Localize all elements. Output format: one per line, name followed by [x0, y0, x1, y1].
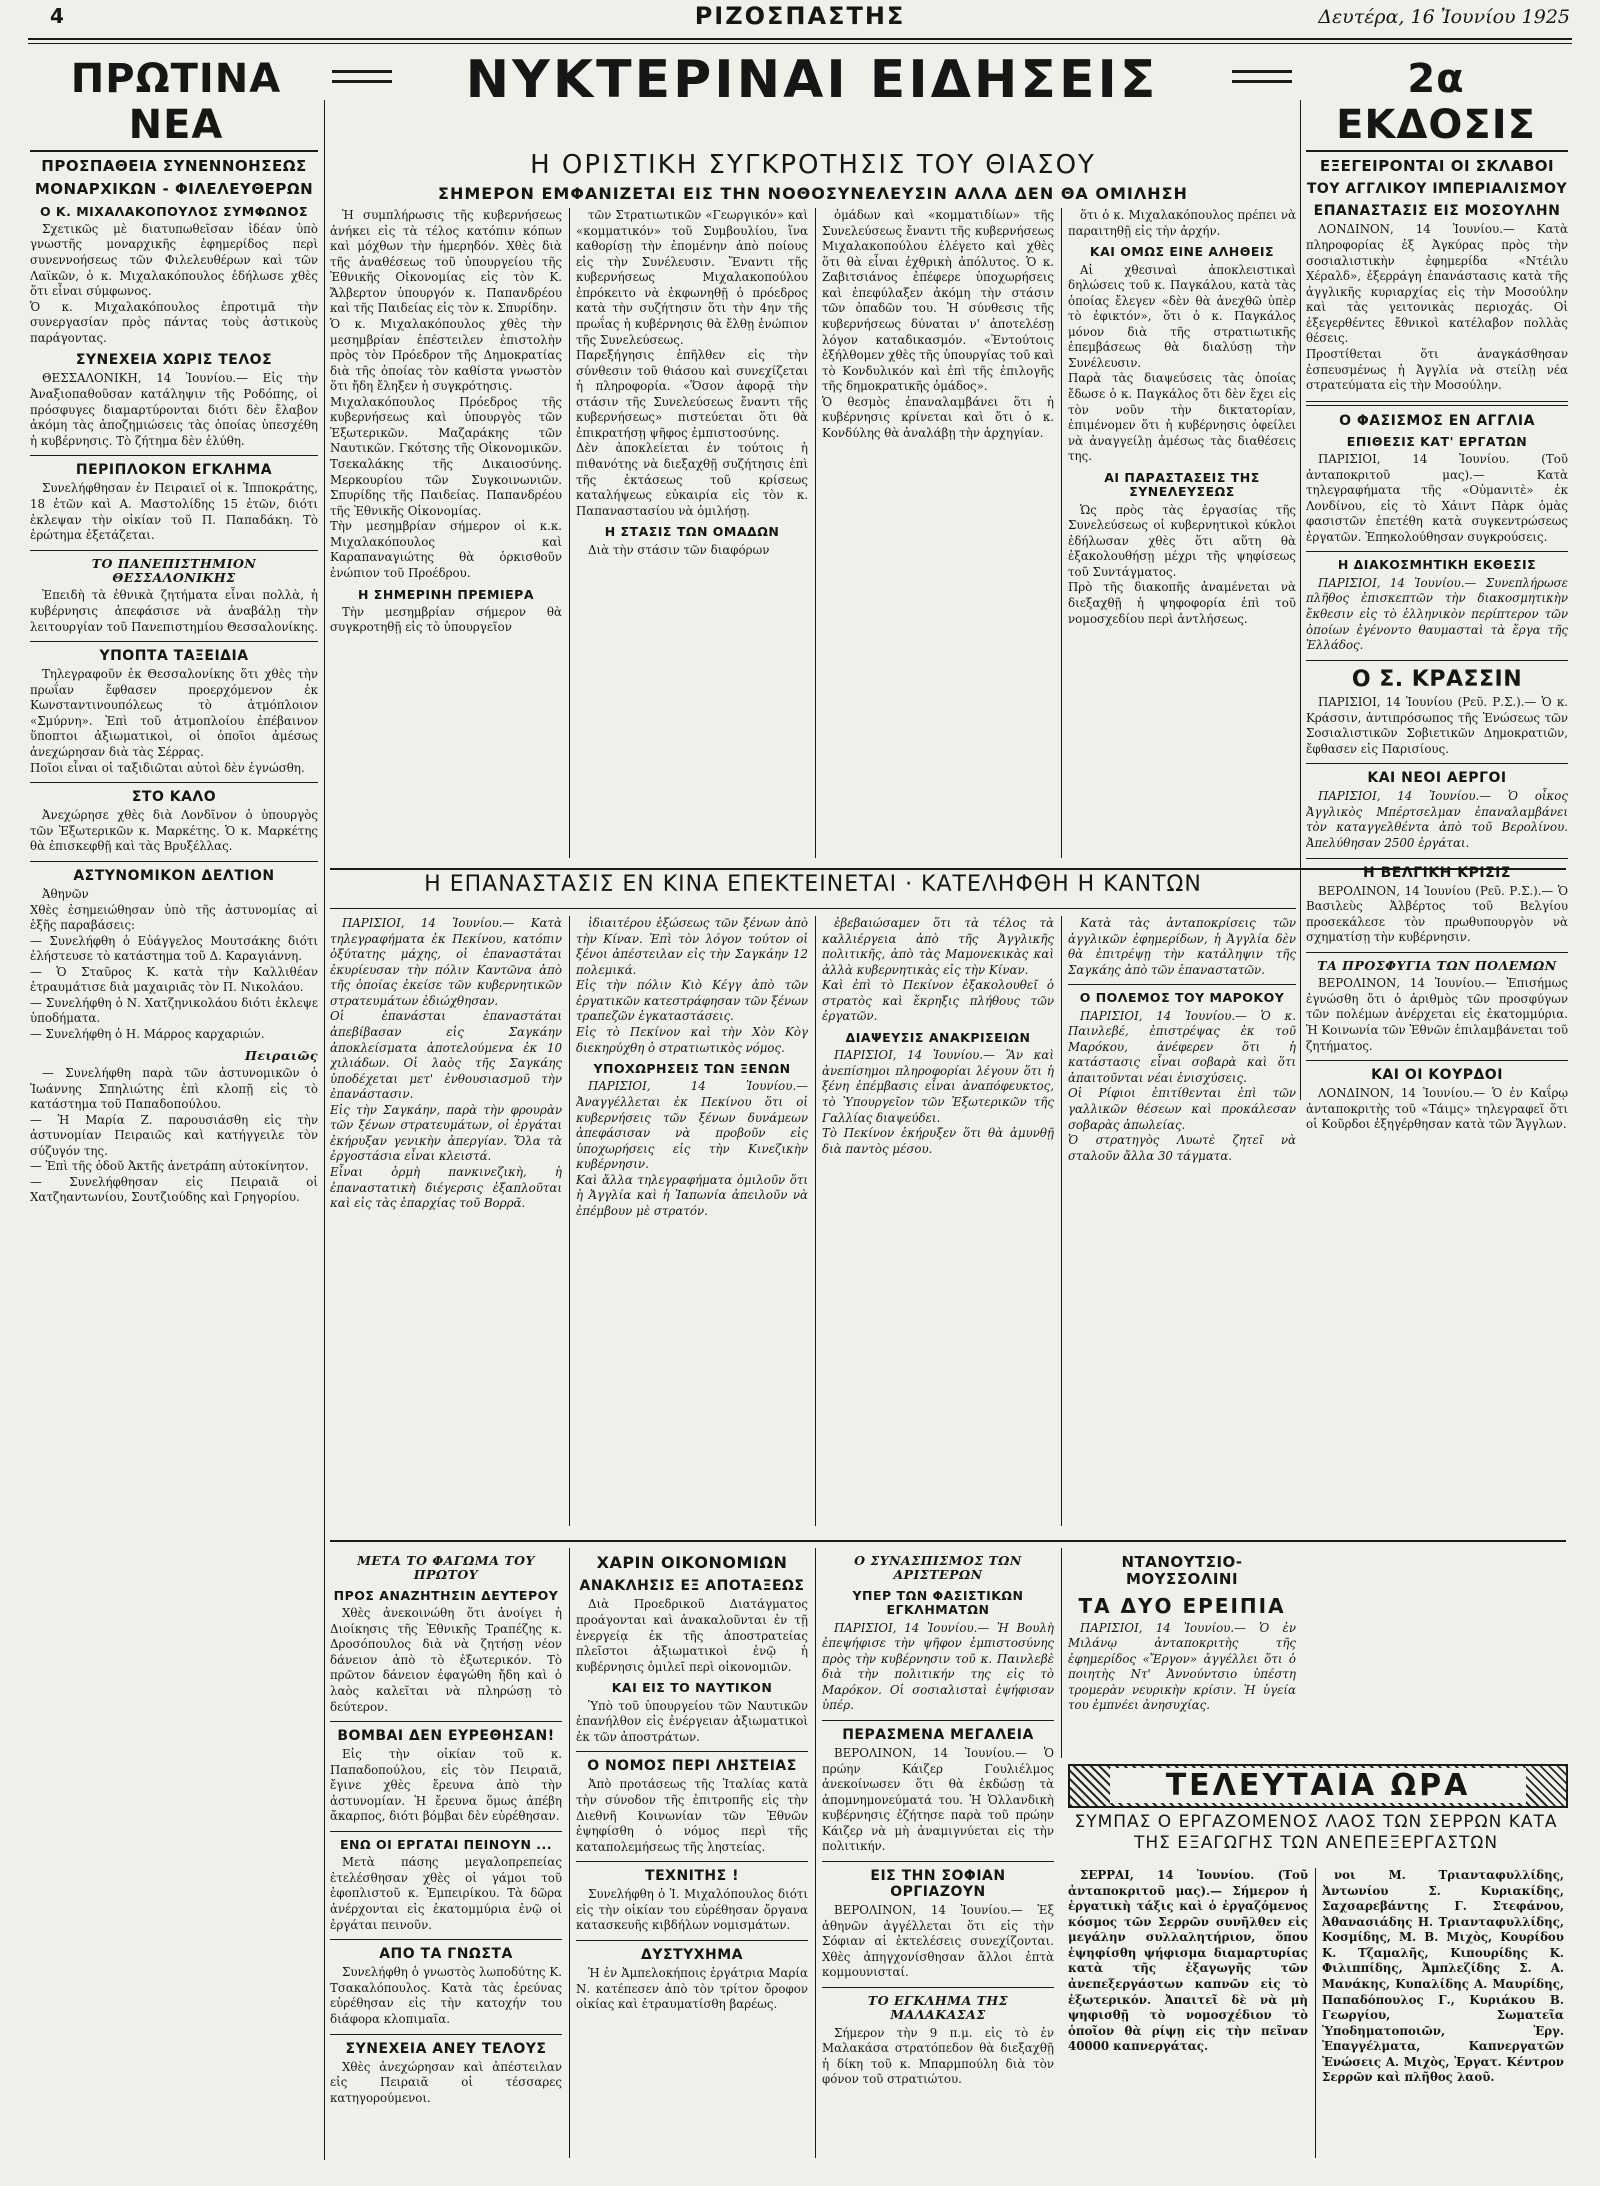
- issue-date: Δευτέρα, 16 Ἰουνίου 1925: [1318, 6, 1570, 28]
- page-number: 4: [50, 4, 64, 28]
- left-article-2: ΘΕΣΣΑΛΟΝΙΚΗ, 14 Ἰουνίου.— Εἰς τὴν Ἀναξιοπαθοῦσαν κατάληψιν τῆς Ροδόπης, οἱ πρόσφυγες διαμαρτύρονται διότι δὲν ἔλαβον ἀκόμη τὰς ἀποζημιώσεις τὰς ὁποίας ὑπεσχέθη ἡ κυβέρνησις. Τὸ ζήτημα δὲν ἐλύθη.: [30, 371, 318, 448]
- last-hour-banner: [1068, 1764, 1568, 1808]
- separator: [1306, 551, 1568, 552]
- right-headline-5: ΚΑΙ ΝΕΟΙ ΑΕΡΓΟΙ: [1367, 770, 1507, 787]
- right-column: [1306, 150, 1568, 1450]
- bottom-headline-e1: ΝΤΑΝΟΥΤΣΙΟ-ΜΟΥΣΣΟΛΙΝΙ: [1121, 1553, 1243, 1589]
- bottom-headline-d2: ΠΕΡΑΣΜΕΝΑ ΜΕΓΑΛΕΙΑ: [842, 1726, 1034, 1743]
- separator: [1306, 858, 1568, 859]
- lead-subheadline: ΣΗΜΕΡΟΝ ΕΜΦΑΝΙΖΕΤΑΙ ΕΙΣ ΤΗΝ ΝΟΘΟΣΥΝΕΛΕΥΣΙΝ ΑΛΛΑ ΔΕΝ ΘΑ ΟΜΙΛΗΣΗ: [438, 184, 1188, 203]
- left-headline-4: ΤΟ ΠΑΝΕΠΙΣΤΗΜΙΟΝ ΘΕΣΣΑΛΟΝΙΚΗΣ: [91, 555, 257, 585]
- bottom-article-e1: ΠΑΡΙΣΙΟΙ, 14 Ἰουνίου.— Ὁ ἐν Μιλάνῳ ἀνταποκριτὴς τῆς ἐφημερίδος «Ἔργον» ἀγγέλλει ὅτι ὁ ποιητὴς Ντ' Ἀννούντσιο ὑπέστη τρομερὰν νευρικὴν κρίσιν. Ἡ ὑγεία του ἐμπνέει ἀνησυχίας.: [1068, 1620, 1296, 1713]
- right-headline-1b: ΤΟΥ ΑΓΓΛΙΚΟΥ ΙΜΠΕΡΙΑΛΙΣΜΟΥ: [1306, 181, 1568, 198]
- china-col-1-text: ΠΑΡΙΣΙΟΙ, 14 Ἰουνίου.— Κατὰ τηλεγραφήματα ἐκ Πεκίνου, κατόπιν ὀξύτατης μάχης, οἱ ἐπαναστάται ἐκυρίευσαν τὴν πόλιν Καντῶνα ἀπὸ τῆς ὁποίας ἐκείσε τῶν κυβερνητικῶν στρατευμάτων ἐδιώχθησαν. Οἱ ἐπανάσται ἐπαναστάται ἀπεβίβασαν εἰς Σαγκάην ἀποκλείσματα ἀποτελούμενα ἐκ 10 χιλιάδων. Οἱ λαὸς τῆς Σαγκάης ὑποδέχεται μετ' ἐνθουσιασμοῦ τὴν ἐπανάστασιν. Εἰς τὴν Σαγκάην, παρὰ τὴν φρουρὰν τῶν ξένων στρατευμάτων, οἱ ἐργάται ἐκήρυξαν γενικὴν ἀπεργίαν. Ὅλα τὰ ἐργοστάσια εἶναι κλειστά. Εἶναι ὁρμὴ πανκινεζικὴ, ἡ ἐπαναστατικὴ διέγερσις ἐξαπλοῦται καὶ εἰς τὰς ἐπαρχίας τοῦ Βορρᾶ.: [330, 916, 562, 1211]
- left-headline-6: ΣΤΟ ΚΑΛΟ: [131, 789, 217, 806]
- bottom-headline-3: ΕΝΩ ΟΙ ΕΡΓΑΤΑΙ ΠΕΙΝΟΥΝ ...: [340, 1836, 552, 1852]
- lead-col-1b-text: Τὴν μεσημβρίαν σήμερον θὰ συγκροτηθῇ εἰς τὸ ὑπουργεῖον: [330, 604, 562, 635]
- col-divider: [1061, 1548, 1062, 1758]
- right-headline-1c: ΕΠΑΝΑΣΤΑΣΙΣ ΕΙΣ ΜΟΣΟΥΛΗΝ: [1313, 203, 1561, 220]
- china-col-4b-text: ΠΑΡΙΣΙΟΙ, 14 Ἰουνίου.— Ὁ κ. Παινλεβέ, ἐπιστρέψας ἐκ τοῦ Μαρόκου, ἀνέφερεν ὅτι ἡ κατάστασις εἶναι σοβαρὰ καὶ ὅτι ἀπαιτοῦνται νέαι ἐνισχύσεις. Οἱ Ρίφιοι ἐπιτίθενται ἐπὶ τῶν γαλλικῶν θέσεων καὶ προκάλεσαν σοβαρὰς ἀπωλείας. Ὁ στρατηγὸς Λυωτὲ ζητεῖ νὰ σταλοῦν ἄλλα 30 τάγματα.: [1068, 1008, 1296, 1163]
- bottom-article-c3: Ἀπὸ προτάσεως τῆς Ἰταλίας κατὰ τὴν σύνοδον τῆς ἐπιτροπῆς εἰς τὴν Διεθνῆ Κοινωνίαν τῶν Ἐθνῶν ἐψηφίσθη ὁ νόμος περὶ τῆς καταπολεμήσεως τῆς ληστείας.: [576, 1777, 808, 1854]
- lead-col-2b-text: Διὰ τὴν στάσιν τῶν διαφόρων: [588, 542, 770, 557]
- lead-sub-4: ΑΙ ΠΑΡΑΣΤΑΣΕΙΣ ΤΗΣ ΣΥΝΕΛΕΥΣΕΩΣ: [1104, 469, 1260, 500]
- masthead-wrap: [600, 2, 1000, 30]
- col-divider: [569, 208, 570, 858]
- china-sub-3: Ο ΠΟΛΕΜΟΣ ΤΟΥ ΜΑΡΟΚΟΥ: [1079, 990, 1285, 1006]
- separator: [1306, 763, 1568, 764]
- bottom-headline-c2: ΚΑΙ ΕΙΣ ΤΟ ΝΑΥΤΙΚΟΝ: [611, 1680, 773, 1696]
- col-divider: [1315, 1868, 1316, 2158]
- china-col-1: [330, 916, 562, 1526]
- divider-left: [324, 100, 325, 2160]
- lead-col-2-text: τῶν Στρατιωτικῶν «Γεωργικόν» καὶ «κομματικόν» τοῦ Συμβουλίου, ἵνα καθορίσῃ τὴν ἐπομένην ἀπὸ ποίους εἰς τὴν Συνέλευσιν. Ἔναντι τῆς κυβερνήσεως Μιχαλακοπούλου ἐπρόκειτο νὰ ἐκφωνηθῇ ὁ πρόεδρος κατὰ τὴν συζήτησιν ὅτι τὴν 4ην τῆς πρωΐας ἡ κυβέρνησις θὰ ἔλθῃ ἐνώπιον τῆς Συνελεύσεως. Παρεξήγησις ἐπῆλθεν εἰς τὴν σύνθεσιν τοῦ θιάσου καὶ συνεχίζεται ἡ πληροφορία. «Ὅσον ἀφορᾷ τὴν στάσιν τῆς Συνελεύσεως ἔναντι τῆς κυβερνήσεως» πιστεύεται ὅτι θὰ ἐπικρατήσῃ ψῆφος ἐμπιστοσύνης. Δὲν ἀποκλείεται ἐν τούτοις ἡ πιθανότης νὰ διεξαχθῇ συζήτησις ἐπὶ τῆς ἐκτάσεως τοῦ κρίσεως καταλήψεως εὐκαιρία εἰς τὸν κ. Παπαναστασίου νὰ ὁμιλήσῃ.: [576, 208, 808, 518]
- right-article-8: ΛΟΝΔΙΝΟΝ, 14 Ἰουνίου.— Ὁ ἐν Καΐρῳ ἀνταποκριτὴς τοῦ «Τάιμς» τηλεγραφεῖ ὅτι οἱ Κοῦρδοι ἐξηγέρθησαν κατὰ τῶν Ἄγγλων.: [1306, 1086, 1568, 1132]
- lead-col-3: [822, 208, 1054, 858]
- separator: [1068, 984, 1296, 985]
- left-article-3: Συνελήφθησαν ἐν Πειραιεῖ οἱ κ. Ἰπποκράτης, 18 ἐτῶν καὶ Α. Μαστολίδης 15 ἐτῶν, διότι ἐκλεψαν τὴν οἰκίαν τοῦ Π. Παπαδάκη. Τὸ ἐρώτημα ἐξετάζεται.: [30, 481, 318, 543]
- bottom-headline-1: ΜΕΤΑ ΤΟ ΦΑΓΩΜΑ ΤΟΥ ΠΡΩΤΟΥ: [357, 1553, 535, 1583]
- last-hour-title: ΤΕΛΕΥΤΑΙΑ ΩΡΑ: [1110, 1768, 1526, 1803]
- separator: [576, 1861, 808, 1862]
- china-head-rule: [330, 908, 1296, 909]
- bottom-headline-5: ΣΥΝΕΧΕΙΑ ΑΝΕΥ ΤΕΛΟΥΣ: [345, 2040, 547, 2057]
- right-headline-2: Ο ΦΑΣΙΣΜΟΣ ΕΝ ΑΓΓΛΙΑ: [1339, 412, 1535, 429]
- separator: [330, 1721, 562, 1722]
- separator: [30, 861, 318, 862]
- separator: [822, 1987, 1054, 1988]
- left-headline-1c: Ο Κ. ΜΙΧΑΛΑΚΟΠΟΥΛΟΣ ΣΥΜΦΩΝΟΣ: [39, 203, 309, 219]
- col-divider: [815, 916, 816, 1526]
- china-col-4: [1068, 916, 1296, 1526]
- lead-col-4-text: ὅτι ὁ κ. Μιχαλακόπουλος πρέπει νὰ παραιτηθῇ εἰς τὴν ἀρχήν.: [1068, 208, 1296, 238]
- china-col-3b-text: ΠΑΡΙΣΙΟΙ, 14 Ἰουνίου.— Ἂν καὶ ἀνεπίσημοι πληροφορίαι λέγουν ὅτι ἡ ξένη ἐπέμβασις εἶναι ἀναπόφευκτος, τὸ Ὑπουργεῖον τῶν Ἐξωτερικῶν τῆς Γαλλίας διαψεύδει. Τὸ Πεκίνον ἐκήρυξεν ὅτι θὰ ἀμυνθῇ διὰ παντὸς μέσου.: [822, 1048, 1054, 1156]
- china-col-3-text: ἐβεβαιώσαμεν ὅτι τὰ τέλος τὰ καλλιέργεια ἀπὸ τῆς Ἀγγλικῆς πολιτικῆς, ἀπὸ τὰς Μαμονεκικὰς καὶ ἀλλὰ κυβερνητικὰς εἰς τὴν Κίναν. Καὶ ἐπὶ τὸ Πεκίνον ἐξακολουθεῖ ὁ στρατὸς καὶ ἔκρηξις πλήθους τῶν ἐργατῶν.: [822, 916, 1054, 1024]
- right-article-4: ΠΑΡΙΣΙΟΙ, 14 Ἰουνίου (Ρεῦ. Ρ.Σ.).— Ὁ κ. Κράσσιν, ἀντιπρόσωπος τῆς Ἑνώσεως τῶν Σοσιαλιστικῶν Σοβιετικῶν Δημοκρατιῶν, ἔφθασεν εἰς Παρισίους.: [1306, 694, 1568, 756]
- right-headline-3: Η ΔΙΑΚΟΣΜΗΤΙΚΗ ΕΚΘΕΣΙΣ: [1337, 557, 1537, 573]
- center-lead: [330, 150, 1296, 865]
- left-article-6: Ἀνεχώρησε χθὲς διὰ Λονδῖνον ὁ ὑπουργὸς τῶν Ἐξωτερικῶν κ. Μαρκέτης. Ὁ κ. Μαρκέτης θὰ ἐπισκεφθῇ καὶ τὰς Βρυξέλλας.: [30, 808, 318, 854]
- lead-sub-2: Η ΣΤΑΣΙΣ ΤΩΝ ΟΜΑΔΩΝ: [604, 524, 780, 540]
- right-headline-8: ΚΑΙ ΟΙ ΚΟΥΡΔΟΙ: [1371, 1067, 1503, 1084]
- lead-col-1-text: Ἡ συμπλήρωσις τῆς κυβερνήσεως ἀνήκει εἰς τὰ τέλος κατόπιν κόπων καὶ μόχθων τὴν ἡμερηδόν. Χθὲς διὰ τῆς ἀναθέσεως τοῦ ὑπουργείου τῆς Ἐθνικῆς Οἰκονομίας εἰς τὸν Κ. Ἄλβερτον ὑπουργόν κ. Παπανδρέου καὶ τῆς Παιδείας εἰς τὸν κ. Σπυρίδην. Ὁ κ. Μιχαλακόπουλος χθὲς τὴν μεσημβρίαν ἐπέστειλεν ἐπιστολὴν πρὸς τὸν Πρόεδρον τῆς Δημοκρατίας διὰ τῆς ὁποίας τὸν καθίστα γνωστὸν ὅτι ἤδη ἔληξεν ἡ συγκρότησις. Μιχαλακόπουλος Πρόεδρος τῆς κυβερνήσεως καὶ ὑπουργὸς τῶν Ἐξωτερικῶν. Μαζαράκης τῶν Ναυτικῶν. Γκότσης τῆς Οἰκονομικῶν. Τσεκαλάκης τῆς Δικαιοσύνης. Μερκουρίου τῶν Συγκοινωνιῶν. Σπυρίδης τῆς Παιδείας. Παπανδρέου τῆς Ἐθνικῆς Οἰκονομίας. Τὴν μεσημβρίαν σήμερον οἱ κ.κ. Μιχαλακόπουλος καὶ Καραπαναγιώτης θὰ ὁρκισθοῦν ἐνώπιον τοῦ Προέδρου.: [330, 208, 562, 580]
- bottom-col-3: [822, 1548, 1054, 2168]
- lead-col-3-text: ὁμάδων καὶ «κομματιδίων» τῆς Συνελεύσεως ἔναντι τῆς κυβερνήσεως Μιχαλακοπούλου ἐλέγετο καὶ χθὲς ὅτι θὰ εἶναι ἐχθρικὴ ἀπόλυτος. Ὁ κ. Ζαβιτσιάνος ἐπέφερε ὑποχωρήσεις καὶ ἐπεφύλαξεν ἀκόμη τὴν στάσιν τῶν ὀπαδῶν του. Ἡ σύνθεσις τῆς κυβερνήσεως δύναται ν' ἀποτελέσῃ λόγον καταδικασμόν. «Ἐντούτοις ἐξήλθομεν χθὲς τῆς ὑπουργίας τοῦ καὶ τὸ Κονδυλικόν καὶ ἐπὶ τῆς ἐπιλογῆς τῆς δημοκρατικῆς ὁμάδος». Ὁ θεσμὸς ἐπαναλαμβάνει ὅτι ἡ κυβέρνησις κρίνεται καὶ ὅτι ὁ κ. Κονδύλης θὰ ἀναλάβῃ τὴν ἀρχηγίαν.: [822, 208, 1054, 440]
- right-article-6: ΒΕΡΟΛΙΝΟΝ, 14 Ἰουνίου (Ρεῦ. Ρ.Σ.).— Ὁ Βασιλεὺς Ἀλβέρτος τοῦ Βελγίου προσεκάλεσε τὸν πρωθυπουργὸν νὰ σχηματίσῃ τὴν κυβέρνησιν.: [1306, 883, 1568, 945]
- china-col-2: [576, 916, 808, 1526]
- separator: [576, 1751, 808, 1752]
- right-headline-1: ΕΞΕΓΕΙΡΟΝΤΑΙ ΟΙ ΣΚΛΑΒΟΙ: [1319, 157, 1555, 175]
- left-top-rule: [30, 150, 318, 152]
- lead-columns: [330, 208, 1296, 858]
- left-article-7: Ἀθηνῶν Χθὲς ἐσημειώθησαν ὑπὸ τῆς ἀστυνομίας αἱ ἑξῆς παραβάσεις: — Συνελήφθη ὁ Εὐάγγελος Μουτσάκης διότι ἐλήστευσε τὸ κατάστημα τοῦ Δ. Καραγιάννη. — Ὁ Σταῦρος Κ. κατὰ τὴν Καλλιθέαν ἐτραυμάτισε διὰ μαχαιριᾶς τὸν Π. Νικολάου. — Συνελήφθη ὁ Ν. Χατζηνικολάου διότι ἐκλεψε ὑποδήματα. — Συνελήφθη ὁ Η. Μάρρος καρχαριών.: [30, 886, 318, 1042]
- right-article-5: ΠΑΡΙΣΙΟΙ, 14 Ἰουνίου.— Ὁ οἶκος Ἀγγλικὸς Μπέρτσελμαν ἐπαναλαμβάνει τὸν καταγγελθέντα ἀπὸ τοῦ Βερολίνου. Ἀπελύθησαν 2500 ἐργάται.: [1306, 789, 1568, 850]
- lead-col-1: [330, 208, 562, 858]
- bottom-article-5: Χθὲς ἀνεχώρησαν καὶ ἀπέστειλαν εἰς Πειραιᾶ οἱ τέσσαρες κατηγορούμενοι.: [330, 2059, 562, 2105]
- title-deco-l2: [332, 80, 392, 83]
- separator: [30, 455, 318, 456]
- separator: [30, 641, 318, 642]
- last-hour-col-2: [1322, 1868, 1564, 2158]
- bottom-headline-2: ΒΟΜΒΑΙ ΔΕΝ ΕΥΡΕΘΗΣΑΝ!: [337, 1728, 555, 1745]
- bottom-article-c5: Ἡ ἐν Ἀμπελοκήποις ἐργάτρια Μαρία Ν. κατέπεσεν ἀπὸ τὸν τρίτον ὄροφον οἰκίας καὶ ἐτραυματίσθη βαρέως.: [576, 1966, 808, 2012]
- bottom-article-d2: ΒΕΡΟΛΙΝΟΝ, 14 Ἰουνίου.— Ὁ πρώην Κάιζερ Γουλιέλμος ἀνεκοίνωσεν ὅτι θὰ ἐκδώσῃ τὰ ἀπομνημονεύματά του. Ἡ Ὁλλανδικὴ κυβέρνησις ἐζήτησε παρὰ τοῦ πρώην Κάιζερ νὰ μὴ ἀναμιγνύεται εἰς τὴν πολιτικήν.: [822, 1745, 1054, 1854]
- separator: [822, 1861, 1054, 1862]
- separator: [822, 1720, 1054, 1721]
- bottom-headline-4: ΑΠΟ ΤΑ ΓΝΩΣΤΑ: [379, 1946, 513, 1963]
- bottom-headline-c3: Ο ΝΟΜΟΣ ΠΕΡΙ ΛΗΣΤΕΙΑΣ: [587, 1758, 797, 1775]
- col-divider: [1061, 916, 1062, 1526]
- right-article-7: ΒΕΡΟΛΙΝΟΝ, 14 Ἰουνίου.— Ἐπισήμως ἐγνώσθη ὅτι ὁ ἀριθμὸς τῶν προσφύγων τῶν πολέμων ἀνέρχεται εἰς ἑκατομμύρια. Ἡ Κοινωνία τῶν Ἐθνῶν ἐπιλαμβάνεται τοῦ ζητήματος.: [1306, 976, 1568, 1053]
- section-title-center: ΝΥΚΤΕΡΙΝΑΙ ΕΙΔΗΣΕΙΣ: [465, 50, 1159, 110]
- right-headline-7: ΤΑ ΠΡΟΣΦΥΓΙΑ ΤΩΝ ΠΟΛΕΜΩΝ: [1317, 957, 1557, 973]
- separator: [330, 2034, 562, 2035]
- title-deco-r1: [1232, 70, 1292, 73]
- separator: [30, 550, 318, 551]
- col-divider: [815, 208, 816, 858]
- bottom-top-rule: [330, 1540, 1566, 1542]
- left-article-4: Ἐπειδὴ τὰ ἐθνικὰ ζητήματα εἶναι πολλὰ, ἡ κυβέρνησις ἀπεφάσισε νὰ ἀναβάλῃ τὴν λειτουργίαν τοῦ Πανεπιστημίου Θεσσαλονίκης.: [30, 588, 318, 634]
- left-article-8: — Συνελήφθη παρὰ τῶν ἀστυνομικῶν ὁ Ἰωάννης Σπηλιώτης ἐπὶ κλοπῇ εἰς τὸ κατάστημα τοῦ Παπαδοπούλου. — Ἡ Μαρία Ζ. παρουσιάσθη εἰς τὴν ἀστυνομίαν Πειραιῶς καὶ κατήγγειλε τὸν σύζυγόν της. — Ἐπὶ τῆς ὁδοῦ Ἀκτῆς ἀνετράπη αὐτοκίνητον. — Συνελήφθησαν εἰς Πειραιᾶ οἱ Χατζηαντωνίου, Σουτζιούδης καὶ Γρηγορίου.: [30, 1065, 318, 1205]
- last-hour-text-2: νοι Μ. Τριανταφυλλίδης, Ἀντωνίου Σ. Κυριακίδης, Σαχσαρεβάντης Γ. Στεφάνου, Ἀθανασιάδης Η. Τριανταφυλλίδης, Κοσμίδης, Μ. Β. Μιχὸς, Κουρίδου Κ. Τζαμαλῆς, Κιπουρίδης Κ. Φιλιππίδης, Ἀμπλεζίδης Σ. Α. Μανάκης, Κυπαλίδης Α. Μαυρίδης, Παπαδόπουλος Γ., Κυριάκου Β. Γεωργίου, Σωματεῖα Ὑποδηματοποιῶν, Ἐργ. Ἐπαγγέλματα, Καπνεργατῶν Ἐνώσεις Α. Μιχὸς, Ἐργατ. Κέντρον Σερρῶν καὶ πλῆθος λαοῦ.: [1322, 1868, 1564, 2085]
- left-headline-3: ΠΕΡΙΠΛΟΚΟΝ ΕΓΚΛΗΜΑ: [75, 462, 273, 479]
- separator: [330, 1939, 562, 1940]
- separator: [1306, 1060, 1568, 1061]
- last-hour-box: [1068, 1764, 1566, 2164]
- left-headline-5: ΥΠΟΠΤΑ ΤΑΞΕΙΔΙΑ: [99, 648, 249, 665]
- china-col-2-text: ἰδιαιτέρου ἐξώσεως τῶν ξένων ἀπὸ τὴν Κίναν. Ἐπὶ τὸν λόγον τούτον οἱ ξένοι ἀπέστειλαν εἰς τὴν Σαγκάην 12 πολεμικά. Εἰς τὴν πόλιν Κιὸ Κέγγ ἀπὸ τῶν ἐργατικῶν κατεστράφησαν τῶν ξένων τραπεζῶν ἐγκαταστάσεις. Εἰς τὸ Πεκίνον καὶ τὴν Χὸν Κὸγ διεκηρύχθη ὁ στρατιωτικὸς νόμος.: [576, 916, 808, 1055]
- right-headline-6: Η ΒΕΛΓΙΚΗ ΚΡΙΣΙΣ: [1363, 864, 1511, 881]
- right-article-3: ΠΑΡΙΣΙΟΙ, 14 Ἰουνίου.— Συνεπλήρωσε πλῆθος ἐπισκεπτῶν τὴν διακοσμητικὴν ἔκθεσιν εἰς τὸ ἑλληνικὸν περίπτερον τῶν ὁποίων ἐγένοντο θαυμασταὶ τὰ ἔργα τῆς Ἑλλάδος.: [1306, 575, 1568, 653]
- bottom-headline-c4: ΤΕΧΝΙΤΗΣ !: [645, 1868, 739, 1885]
- lead-sub-1: Η ΣΗΜΕΡΙΝΗ ΠΡΕΜΙΕΡΑ: [357, 586, 534, 602]
- left-headline-7: ΑΣΤΥΝΟΜΙΚΟΝ ΔΕΛΤΙΟΝ: [73, 867, 275, 884]
- left-headline-2: ΣΥΝΕΧΕΙΑ ΧΩΡΙΣ ΤΕΛΟΣ: [75, 352, 273, 369]
- left-article-5: Τηλεγραφοῦν ἐκ Θεσσαλονίκης ὅτι χθὲς τὴν πρωΐαν ἔφθασεν προερχόμενον ἐκ Κωνσταντινουπόλεως τὸ ἀτμόπλοιον «Σμύρνη». Ἐπὶ τοῦ ἀτμοπλοίου ἐπέβαινον ὕποπτοι ἀξιωματικοὶ, οἱ ὁποῖοι ἀμέσως ἀνεχώρησαν διὰ τὰς Σέρρας. Ποῖοι εἶναι οἱ ταξιδιῶται αὐτοὶ δὲν ἐγνώσθη.: [30, 667, 318, 775]
- right-headline-4: Ο Σ. ΚΡΑΣΣΙΝ: [1351, 666, 1523, 692]
- bottom-col-2: [576, 1548, 808, 2168]
- china-col-3: [822, 916, 1054, 1526]
- left-column: [30, 150, 318, 2150]
- separator: [576, 1940, 808, 1941]
- lead-col-4: [1068, 208, 1296, 858]
- bottom-headline-e1-sub: ΤΑ ΔΥΟ ΕΡΕΙΠΙΑ: [1078, 1593, 1286, 1618]
- col-divider: [569, 1548, 570, 2158]
- top-rule: [28, 38, 1572, 40]
- china-sub-1: ΥΠΟΧΩΡΗΣΕΙΣ ΤΩΝ ΞΕΝΩΝ: [593, 1061, 791, 1077]
- bottom-article-3: Μετὰ πάσης μεγαλοπρεπείας ἐτελέσθησαν χθὲς οἱ γάμοι τοῦ ἐφοπλιστοῦ κ. Ἐμπειρίκου. Τὰ δῶρα ἀνέρχονται εἰς ἑκατομμύρια ἐνῷ οἱ ἐργάται πεινοῦν.: [330, 1855, 562, 1932]
- bottom-col-1: [330, 1548, 562, 2168]
- lead-headline: Η ΟΡΙΣΤΙΚΗ ΣΥΓΚΡΟΤΗΣΙΣ ΤΟΥ ΘΙΑΣΟΥ: [530, 150, 1096, 180]
- bottom-article-d3: ΒΕΡΟΛΙΝΟΝ, 14 Ἰουνίου.— Ἐξ ἀθηνῶν ἀγγέλλεται ὅτι εἰς τὴν Σόφιαν αἱ ἐκτελέσεις συνεχίζονται. Χθὲς ἀπηγχονίσθησαν ἄλλοι ἐπτὰ κομμουνισταί.: [822, 1903, 1054, 1980]
- china-col-2b-text: ΠΑΡΙΣΙΟΙ, 14 Ἰουνίου.— Ἀναγγέλλεται ἐκ Πεκίνου ὅτι οἱ κυβερνήσεις τῶν ξένων δυνάμεων ἀπεφάσισαν νὰ προβοῦν εἰς ὑποχωρήσεις εἰς τὴν Κινεζικὴν κυβέρνησιν. Καὶ ἄλλα τηλεγραφήματα ὁμιλοῦν ὅτι ἡ Ἀγγλία καὶ ἡ Ἰαπωνία ἀπειλοῦν νὰ ἐπέμβουν μὲ στρατόν.: [576, 1079, 808, 1218]
- china-headline: Η ΕΠΑΝΑΣΤΑΣΙΣ ΕΝ ΚΙΝΑ ΕΠΕΚΤΕΙΝΕΤΑΙ · ΚΑΤΕΛΗΦΘΗ Η ΚΑΝΤΩΝ: [424, 872, 1202, 897]
- bottom-article-1: Χθὲς ἀνεκοινώθη ὅτι ἀνοίγει ἡ Διοίκησις τῆς Ἐθνικῆς Τραπέζης κ. Δροσόπουλος διὰ νὰ ζητήσῃ νέον δάνειον ἀπὸ τὸ ἐξωτερικόν. Τὸ πρῶτον δάνειον ἐφαγώθη ἤδη καὶ ὁ λαὸς καλεῖται νὰ πληρώσῃ τὸ δεύτερον.: [330, 1606, 562, 1714]
- separator: [30, 782, 318, 783]
- left-article-1: Σχετικῶς μὲ διατυπωθεῖσαν ἰδέαν ὑπὸ γνωστῆς μοναρχικῆς ἐφημερίδος περὶ συνεννοήσεως τῶν Φιλελευθέρων καὶ τῶν Λαϊκῶν, ὁ κ. Μιχαλακόπουλος ἐδήλωσε χθὲς ὅτι εἶναι σύμφωνος. Ὁ κ. Μιχαλακόπουλος ἐπροτιμᾶ τὴν συνεργασίαν πρὸς πάντας τοὺς ἀστικοὺς παράγοντας.: [30, 221, 318, 345]
- center-title-wrap: [326, 50, 1298, 108]
- lead-sub-3: ΚΑΙ ΟΜΩΣ ΕΙΝΕ ΑΛΗΘΕΙΣ: [1089, 244, 1275, 260]
- title-deco-r2: [1232, 80, 1292, 83]
- bottom-article-d4: Σήμερον τὴν 9 π.μ. εἰς τὸ ἐν Μαλακάσα στρατόπεδον θὰ διεξαχθῇ ἡ δίκη τοῦ κ. Μπαρμπούλη διὰ τὸν φόνον τοῦ στρατιώτου.: [822, 2025, 1054, 2087]
- bottom-headline-c1: ΧΑΡΙΝ ΟΙΚΟΝΟΜΙΩΝ: [596, 1553, 788, 1572]
- left-headline-1: ΠΡΟΣΠΑΘΕΙΑ ΣΥΝΕΝΝΟΗΣΕΩΣ: [41, 157, 307, 175]
- right-headline-2b: ΕΠΙΘΕΣΙΣ ΚΑΤ' ΕΡΓΑΤΩΝ: [1346, 433, 1528, 449]
- lead-col-2: [576, 208, 808, 858]
- bottom-headline-d1-sub: ΥΠΕΡ ΤΩΝ ΦΑΣΙΣΤΙΚΩΝ ΕΓΚΛΗΜΑΤΩΝ: [852, 1587, 1024, 1618]
- bottom-article-c2: Ὑπὸ τοῦ ὑπουργείου τῶν Ναυτικῶν ἐπανήλθον εἰς ἐνέργειαν ἀξιωματικοὶ ἐκ τῶν ἀποστράτων.: [576, 1698, 808, 1744]
- lead-col-4b-text: Αἱ χθεσιναὶ ἀποκλειστικαὶ δηλώσεις τοῦ κ. Παγκάλου, κατὰ τὰς ὁποίας ἔλεγεν «δὲν θὰ ἀνεχθῶ ὑπὲρ τὸ ἐφικτόν», ὅτι ὁ κ. Παγκάλος μόνον διὰ τῆς στρατιωτικῆς ἐπεμβάσεως θὰ διαλύσῃ τὴν Συνέλευσιν. Παρὰ τὰς διαψεύσεις τὰς ὁποίας ἔδωσε ὁ κ. Παγκάλος ὅτι δὲν ἔχει εἰς τὸν νοῦν τὴν δικτατορίαν, ἐπιμένομεν ὅτι ἡ κυβέρνησις ὀφείλει νὰ ἀναγγείλῃ ἀμέσως τὰς διαθέσεις της.: [1068, 262, 1296, 464]
- top-rule-thin: [28, 43, 1572, 44]
- last-hour-col-1: [1068, 1868, 1308, 2158]
- bottom-article-d1: ΠΑΡΙΣΙΟΙ, 14 Ἰουνίου.— Ἡ Βουλὴ ἐπεψήφισε τὴν ψῆφον ἐμπιστοσύνης πρὸς τὴν κυβέρνησιν τοῦ κ. Παινλεβὲ διὰ τὴν πολιτικήν της εἰς τὸ Μαρόκον. Οἱ σοσιαλισταὶ ἐψήφισαν ὑπέρ.: [822, 1620, 1054, 1713]
- left-headline-8: Πειραιῶς: [245, 1047, 318, 1063]
- bottom-headline-c1-sub: ΑΝΑΚΛΗΣΙΣ ΕΞ ΑΠΟΤΑΞΕΩΣ: [579, 1578, 805, 1595]
- bottom-col-4: [1068, 1548, 1296, 1758]
- bottom-headline-c5: ΔΥΣΤΥΧΗΜΑ: [640, 1947, 743, 1964]
- lead-col-4c-text: Ὡς πρὸς τὰς ἐργασίας τῆς Συνελεύσεως οἱ κυβερνητικοὶ κύκλοι ἐδήλωσαν χθὲς ὅτι αὕτη θὰ ἐξακολουθήσῃ μέχρι τῆς ψηφίσεως τοῦ Συντάγματος. Πρὸ τῆς διακοπῆς ἀναμένεται νὰ διεξαχθῇ ἡ ψηφοφορία ἐπὶ τοῦ νομοσχεδίου περὶ ἀντλήσεως.: [1068, 502, 1296, 626]
- left-headline-1b: ΜΟΝΑΡΧΙΚΩΝ - ΦΙΛΕΛΕΥΘΕΡΩΝ: [34, 180, 314, 199]
- china-col-4-text: Κατὰ τὰς ἀνταποκρίσεις τῶν ἀγγλικῶν ἐφημερίδων, ἡ Ἀγγλία δὲν θὰ ἐπιτρέψῃ τὴν κατάληψιν τῆς Σαγκάης ἀπὸ τῶν ἐπαναστατῶν.: [1068, 916, 1296, 977]
- bottom-article-4: Συνελήφθη ὁ γνωστὸς λωποδύτης Κ. Τσακαλόπουλος. Κατὰ τὰς ἐρεύνας εὑρέθησαν εἰς τὴν κατοχήν του διάφορα κλοπιμαῖα.: [330, 1965, 562, 2026]
- col-divider: [569, 916, 570, 1526]
- separator: [1306, 952, 1568, 953]
- bottom-article-c1: Διὰ Προεδρικοῦ Διατάγματος προάγονται καὶ ἀνακαλοῦνται ἐν τῇ ἐνεργείᾳ ἐκ τῆς ἀποστρατείας πλεῖστοι ἀξιωματικοὶ ἐνῷ ἡ κυβέρνησις ὁμιλεῖ περὶ οἰκονομιῶν.: [576, 1597, 808, 1674]
- last-hour-headline: ΣΥΜΠΑΣ Ο ΕΡΓΑΖΟΜΕΝΟΣ ΛΑΟΣ ΤΩΝ ΣΕΡΡΩΝ ΚΑΤΑ ΤΗΣ ΕΞΑΓΩΓΗΣ ΤΩΝ ΑΝΕΠΕΞΕΡΓΑΣΤΩΝ: [1074, 1812, 1558, 1854]
- bottom-article-2: Εἰς τὴν οἰκίαν τοῦ κ. Παπαδοπούλου, εἰς τὸν Πειραιᾶ, ἔγινε χθὲς ἔρευνα ἀπὸ τὴν ἀστυνομίαν. Ἡ ἔρευνα ὅμως ἀπέβη ἄκαρπος, διότι βόμβαι δὲν εὑρέθησαν.: [330, 1747, 562, 1824]
- bottom-headline-d1: Ο ΣΥΝΑΣΠΙΣΜΟΣ ΤΩΝ ΑΡΙΣΤΕΡΩΝ: [854, 1553, 1022, 1583]
- separator: [330, 1831, 562, 1832]
- col-divider: [815, 1548, 816, 2158]
- separator: [1306, 401, 1568, 406]
- section-title-left: ΠΡΩΤΙΝΑ ΝΕΑ: [70, 56, 282, 148]
- col-divider: [1061, 208, 1062, 858]
- china-sub-2: ΔΙΑΨΕΥΣΙΣ ΑΝΑΚΡΙΣΕΙΩΝ: [845, 1029, 1031, 1045]
- title-deco-l1: [332, 70, 392, 73]
- bottom-article-c4: Συνελήφθη ὁ Ἰ. Μιχαλόπουλος διότι εἰς τὴν οἰκίαν του εὑρέθησαν ὄργανα κατασκευῆς κιβδήλων νομισμάτων.: [576, 1887, 808, 1933]
- bottom-headline-d4: ΤΟ ΕΓΚΛΗΜΑ ΤΗΣ ΜΑΛΑΚΑΣΑΣ: [867, 1992, 1009, 2023]
- bottom-headline-1-sub: ΠΡΟΣ ΑΝΑΖΗΤΗΣΙΝ ΔΕΥΤΕΡΟΥ: [333, 1587, 559, 1603]
- section-title-right: 2α ΕΚΔΟΣΙΣ: [1336, 56, 1536, 148]
- separator: [1306, 660, 1568, 661]
- bottom-headline-d3: ΕΙΣ ΤΗΝ ΣΟΦΙΑΝ ΟΡΓΙΑΖΟΥΝ: [870, 1867, 1006, 1900]
- right-article-1: ΛΟΝΔΙΝΟΝ, 14 Ἰουνίου.— Κατὰ πληροφορίας ἐξ Ἀγκύρας πρὸς τὴν σοσιαλιστικὴν ἐφημερίδα «Ντέιλυ Χέραλδ», ἐξερράγη ἐπανάστασις κατὰ τῆς ἀγγλικῆς κυριαρχίας εἰς τὴν Μοσούλην καὶ τὰς γειτονικὰς περιοχάς. Οἱ ἐξεγερθέντες ἔθνικοὶ κατέλαβον πολλὰς θέσεις. Προστίθεται ὅτι ἀναγκάσθησαν ἐσπευσμένως ἡ Ἀγγλία νὰ στείλῃ νέα στρατεύματα εἰς τὴν Μοσούλην.: [1306, 222, 1568, 393]
- last-hour-text-1: ΣΕΡΡΑΙ, 14 Ἰουνίου. (Τοῦ ἀνταποκριτοῦ μας).— Σήμερον ἡ ἐργατικὴ τάξις καὶ ὁ ἐργαζόμενος κόσμος τῶν Σερρῶν συνῆλθεν εἰς μεγάλην συλλαλητήριον, ὅπου ἐψηφίσθη ψήφισμα διαμαρτυρίας κατὰ τῆς ἐξαγωγῆς τῶν ἀνεπεξεργάστων καπνῶν εἰς τὸ ἐξωτερικόν. Ἀπαιτεῖ δὲ νὰ μὴ ψηφισθῇ τὸ νομοσχέδιον τὸ ὁποῖον θὰ ρίψῃ εἰς τὴν πεῖναν 40000 καπνεργάτας.: [1068, 1868, 1308, 2054]
- right-article-2: ΠΑΡΙΣΙΟΙ, 14 Ἰουνίου. (Τοῦ ἀνταποκριτοῦ μας).— Κατὰ τηλεγραφήματα τῆς «Οὐμανιτὲ» ἐκ Λονδίνου, εἰς τὸ Χάιντ Πὰρκ ὁμὰς φασιστῶν ἐπετέθη κατὰ συγκεντρώσεως ἐργατῶν. Ἐπηκολούθησαν συγκρούσεις.: [1306, 452, 1568, 544]
- masthead: ΡΙΖΟΣΠΑΣΤΗΣ: [694, 2, 906, 30]
- right-top-rule: [1306, 150, 1568, 152]
